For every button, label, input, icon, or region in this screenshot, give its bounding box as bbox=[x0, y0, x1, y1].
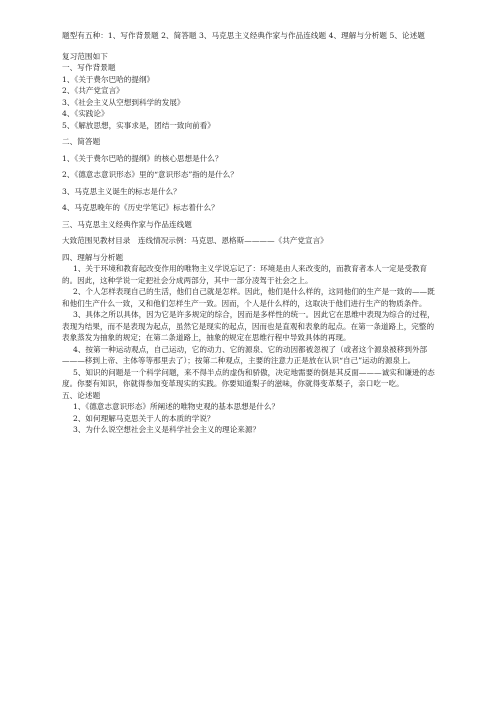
section4-title: 四、理解与分析题 bbox=[62, 252, 124, 262]
list-item: 3、马克思主义诞生的标志是什么？ bbox=[62, 186, 181, 196]
list-item: 1、《关于费尔巴哈的提纲》 bbox=[62, 74, 155, 84]
list-item: 4、马克思晚年的《历史学笔记》标志着什么？ bbox=[62, 203, 219, 212]
list-item: 2、如何理解马克思关于人的本质的学说？ bbox=[73, 413, 215, 423]
paragraph: 2、个人怎样表现自己的生活，他们自己就是怎样。因此，他们是什么样的，这同他们的生产是一致的——既和他们生产什么一致，又和他们怎样生产一致。因而，个人是什么样的，这取决于他们进行生产的物质条件。 bbox=[62, 287, 435, 308]
list-item: 4、《实践论》 bbox=[62, 109, 109, 118]
section2-title: 二、简答题 bbox=[62, 137, 101, 146]
list-item: 2、《德意志意识形态》里的“意识形态”指的是什么？ bbox=[62, 170, 238, 179]
review-heading: 复习范围如下 bbox=[62, 51, 108, 61]
list-item: 3、《社会主义从空想到科学的发展》 bbox=[62, 97, 185, 107]
list-item: 2、《共产党宣言》 bbox=[62, 86, 124, 95]
paragraph: 4、按第一种运动观点，自己运动，它的动力、它的源泉、它的动因都被忽视了（或者这个源泉被移到外部———移到上帝、主体等等那里去了）；按第二种观点，主要的注意力正是放在认识“自己”运动的源泉上。 bbox=[62, 344, 428, 365]
paragraph: 3、具体之所以具体，因为它是许多规定的综合，因而是多样性的统一。因此它在思维中表现为综合的过程，表现为结果，而不是表现为起点，虽然它是现实的起点，因而也是直观和表象的起点。在第一条道路上，完整的表象蒸发为抽象的规定；在第二条道路上，抽象的规定在思维行程中导致具体的再现。 bbox=[62, 310, 435, 342]
list-item: 3、为什么说空想社会主义是科学社会主义的理论来源？ bbox=[73, 425, 261, 434]
section1-title: 一、写作背景题 bbox=[62, 63, 116, 72]
document-page bbox=[62, 30, 437, 436]
section3-text: 大致范围见教材目录 连线情况示例：马克思、恩格斯————《共产党宣言》 bbox=[62, 236, 328, 245]
section3-title: 三、马克思主义经典作家与作品连线题 bbox=[62, 219, 192, 229]
section5-title: 五、论述题 bbox=[62, 390, 101, 400]
list-item: 1、《德意志意识形态》所阐述的唯物史观的基本思想是什么？ bbox=[73, 402, 280, 411]
intro-text: 题型有五种：1、写作背景题 2、简答题 3、马克思主义经典作家与作品连线题 4、理解与分析题 5、论述题 bbox=[62, 31, 425, 40]
paragraph: 5、知识的问题是一个科学问题，来不得半点的虚伪和骄傲，决定地需要的倒是其反面———诚实和谦逊的态度。你要有知识，你就得参加变革现实的实践。你要知道梨子的滋味，你就得变革梨子，亲口吃一吃。 bbox=[62, 367, 435, 388]
list-item: 5、《解放思想，实事求是，团结一致向前看》 bbox=[62, 120, 215, 130]
paragraph: 1、关于环境和教育起改变作用的唯物主义学说忘记了：环境是由人来改变的，而教育者本人一定是受教育的。因此，这种学说一定把社会分成两部分，其中一部分凌驾于社会之上。 bbox=[62, 264, 428, 285]
list-item: 1、《关于费尔巴哈的提纲》的核心思想是什么？ bbox=[62, 153, 223, 163]
